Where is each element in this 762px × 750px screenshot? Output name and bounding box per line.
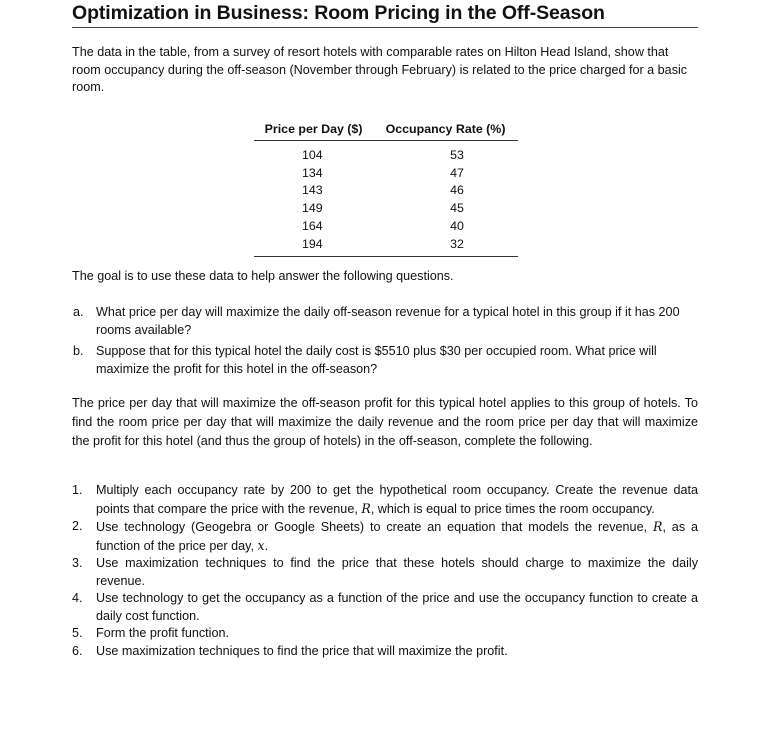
table-header-row (254, 118, 518, 141)
occupancy-cell: 47 (450, 165, 464, 180)
question-marker: a. (73, 305, 84, 319)
step-marker: 4. (72, 591, 83, 605)
variable-r: R (652, 519, 663, 534)
table-row (254, 164, 518, 182)
occupancy-cell: 40 (450, 219, 464, 234)
step-text: Use technology (Geogebra or Google Sheets) to create an equation that models the revenue, R, as a function of the price per day, x. (96, 519, 698, 553)
table-row (254, 141, 518, 164)
step-marker: 2. (72, 519, 83, 533)
page-title: Optimization in Business: Room Pricing in the Off-Season (72, 2, 605, 24)
steps-list (72, 482, 698, 660)
occupancy-cell: 32 (373, 235, 518, 256)
table-row (254, 199, 518, 217)
variable-x: x (257, 537, 265, 553)
intro-paragraph: The data in the table, from a survey of resort hotels with comparable rates on Hilton Head Island, show that room occupancy during the off-season (November through February) is related to the price charged for a basic room. (72, 45, 688, 94)
list-item (72, 590, 698, 625)
price-cell: 194 (254, 235, 373, 256)
question-text: What price per day will maximize the daily off-season revenue for a typical hotel in this group if it has 200 rooms available? (96, 305, 680, 337)
occupancy-cell: 46 (450, 183, 464, 198)
occupancy-cell: 45 (450, 201, 464, 216)
variable-r: R (361, 500, 371, 516)
step-text: Use maximization techniques to find the price that these hotels should charge to maximize the daily revenue. (96, 556, 698, 588)
list-item (72, 518, 698, 555)
step-marker: 3. (72, 556, 83, 570)
list-item (72, 555, 698, 590)
list-item (72, 643, 698, 661)
question-list (72, 304, 698, 382)
data-table (254, 118, 518, 257)
table-row (254, 235, 518, 256)
table-row (254, 217, 518, 235)
question-text: Suppose that for this typical hotel the daily cost is $5510 plus $30 per occupied room. What price will maximize the profit for this hotel in the off-season? (96, 344, 657, 376)
question-marker: b. (73, 344, 84, 358)
price-cell: 134 (302, 165, 323, 180)
instructions-paragraph: The price per day that will maximize the off-season profit for this typical hotel applies to this group of hotels. To find the room price per day that will maximize the daily revenue and the room price per day that will maximize the profit for this hotel (and thus the group of hotels) in the off-season, complete the following. (72, 396, 698, 448)
price-cell: 149 (302, 201, 323, 216)
list-item (72, 304, 698, 339)
step-marker: 1. (72, 483, 83, 497)
title-underline (72, 27, 698, 28)
price-cell: 143 (302, 183, 323, 198)
price-cell: 164 (302, 219, 323, 234)
step-marker: 6. (72, 643, 83, 658)
header-occupancy: Occupancy Rate (%) (373, 118, 518, 141)
price-cell: 104 (302, 147, 323, 162)
list-item (72, 625, 698, 643)
step-marker: 5. (72, 626, 83, 640)
list-item (72, 343, 698, 378)
step-text: Multiply each occupancy rate by 200 to get the hypothetical room occupancy. Create the revenue data points that compare the price with the revenue, R, which is equal to price times the room occupancy. (96, 483, 698, 516)
step-text: Form the profit function. (96, 626, 229, 640)
list-item (72, 482, 698, 518)
header-price: Price per Day ($) (254, 118, 373, 141)
step-text: Use technology to get the occupancy as a function of the price and use the occupancy function to create a daily cost function. (96, 591, 698, 623)
document-page (72, 0, 700, 658)
occupancy-cell: 53 (450, 147, 464, 162)
table-row (254, 182, 518, 200)
step-text: Use maximization techniques to find the price that will maximize the profit. (96, 643, 508, 658)
goal-text: The goal is to use these data to help answer the following questions. (72, 269, 454, 283)
